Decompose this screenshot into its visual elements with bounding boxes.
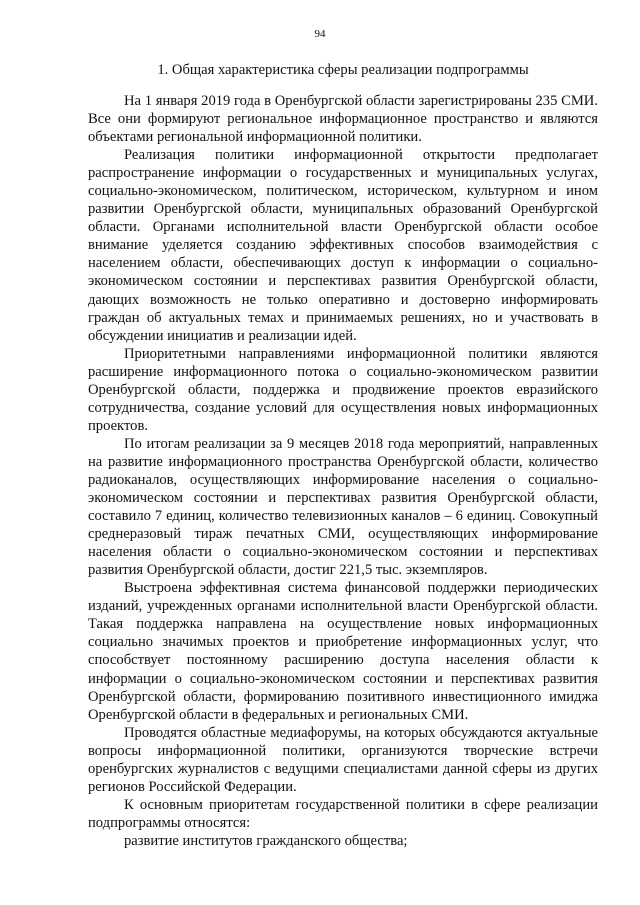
paragraph-smi-count: На 1 января 2019 года в Оренбургской области зарегистрированы 235 СМИ. Все они формируют региональное информационное пространство и являются объектами региональной информационной политики. [88,93,598,146]
list-item-civil-society: развитие институтов гражданского общества; [124,832,408,849]
paragraph-main-priorities: К основным приоритетам государственной политики в сфере реализации подпрограммы относятся: [88,796,598,831]
paragraph-results-2018: По итогам реализации за 9 месяцев 2018 года мероприятий, направленных на развитие информационного пространства Оренбургской области, количество радиоканалов, осуществляющих информирование населения о социально-экономическом состоянии и перспективах развития Оренбургской области, составило 7 единиц, количество телевизионных каналов – 6 единиц. Совокупный среднеразовый тираж печатных СМИ, осуществляющих информирование населения области о социально-экономическом состоянии и перспективах развития Оренбургской области, достиг 221,5 тыс. экземпляров. [88,435,598,579]
body-text [88,92,598,850]
paragraph-openness-policy: Реализация политики информационной открытости предполагает распространение информации о государственных и муниципальных услугах, социально-экономическом, политическом, историческом, культурном и ином развитии Оренбургской области, муниципальных образований Оренбургской области. Органами исполнительной власти Оренбургской области особое внимание уделяется созданию эффективных способов взаимодействия с населением области, обеспечивающих доступ к информации о социально-экономическом состоянии и перспективах развития Оренбургской области, дающих возможность не только оперативно и достоверно информировать граждан об актуальных темах и принимаемых решениях, но и участвовать в обсуждении инициатив и реализации идей. [88,147,598,344]
paragraph-financial-support: Выстроена эффективная система финансовой поддержки периодических изданий, учрежденных органами исполнительной власти Оренбургской области. Такая поддержка направлена на осуществление новых информационных социально значимых проектов и приобретение информационных услуг, что способствует постоянному расширению доступа населения области к информации о социально-экономическом состоянии и перспективах развития Оренбургской области, формированию позитивного инвестиционного имиджа Оренбургской области в федеральных и региональных СМИ. [88,580,598,723]
page-number: 94 [314,28,326,40]
paragraph-priority-directions: Приоритетными направлениями информационной политики являются расширение информационного потока о социально-экономическом развитии Оренбургской области, поддержка и продвижение проектов евразийского сотрудничества, создание условий для осуществления новых информационных проектов. [88,345,598,434]
section-heading: 1. Общая характеристика сферы реализации подпрограммы [157,62,529,78]
paragraph-media-forums: Проводятся областные медиафорумы, на которых обсуждаются актуальные вопросы информационной политики, организуются творческие встречи оренбургских журналистов с ведущими специалистами данной сферы из других регионов Российской Федерации. [88,724,598,795]
